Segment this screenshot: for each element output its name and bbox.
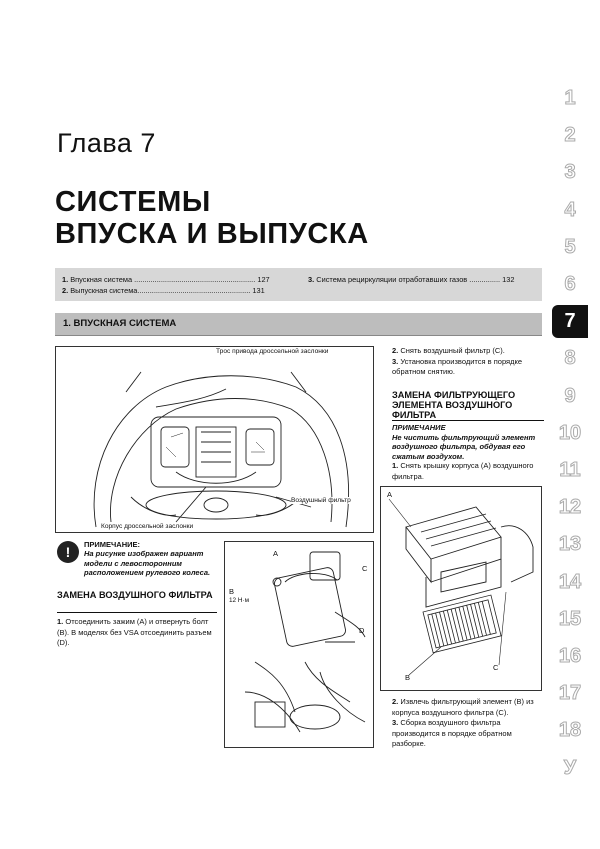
toc-item[interactable] bbox=[62, 286, 265, 295]
chapter-tab-15[interactable]: 15 bbox=[552, 603, 588, 636]
figure3-label-c: C bbox=[493, 663, 499, 672]
chapter-tab-6[interactable]: 6 bbox=[552, 268, 588, 301]
chapter-tab-1[interactable]: 1 bbox=[552, 82, 588, 115]
note-body: На рисунке изображен вариант модели с левосторонним расположением рулевого колеса. bbox=[84, 549, 211, 578]
toc-item-text: Выпускная система....................................................... 131 bbox=[70, 286, 265, 295]
figure2-label-c: C bbox=[362, 564, 368, 573]
step-number: 2. bbox=[392, 346, 399, 355]
step-number: 3. bbox=[392, 718, 399, 728]
chapter-title-line1: СИСТЕМЫ bbox=[55, 186, 211, 218]
table-of-contents bbox=[55, 268, 542, 301]
figure3-label-a: A bbox=[387, 490, 393, 499]
step-text: Сборка воздушного фильтра производится в порядке обратном разборке. bbox=[392, 718, 512, 749]
right-step-1 bbox=[392, 461, 544, 482]
chapter-tab-5[interactable]: 5 bbox=[552, 231, 588, 264]
note-body: Не чистить фильтрующий элемент воздушного фильтра, обдувая его сжатым воздухом. bbox=[392, 432, 536, 461]
chapter-tab-9[interactable]: 9 bbox=[552, 380, 588, 413]
chapter-tab-2[interactable]: 2 bbox=[552, 119, 588, 152]
right-note bbox=[392, 423, 544, 461]
step-number: 1. bbox=[392, 461, 399, 470]
note-title: ПРИМЕЧАНИЕ: bbox=[84, 540, 141, 549]
step-text: Извлечь фильтрующий элемент (В) из корпуса воздушного фильтра (С). bbox=[392, 697, 534, 717]
heading-divider bbox=[392, 420, 544, 421]
toc-item-text: Система рециркуляции отработавших газов ............... 132 bbox=[316, 275, 515, 284]
step-item bbox=[392, 718, 544, 750]
toc-item[interactable] bbox=[62, 275, 270, 284]
chapter-tab-18[interactable]: 18 bbox=[552, 714, 588, 747]
right-steps-bottom bbox=[392, 697, 544, 750]
step-text: Снять воздушный фильтр (С). bbox=[400, 346, 505, 355]
chapter-tab-14[interactable]: 14 bbox=[552, 566, 588, 599]
figure3-label-b: B bbox=[405, 673, 411, 682]
note-icon: ! bbox=[57, 541, 79, 563]
chapter-tab-11[interactable]: 11 bbox=[552, 454, 588, 487]
filter-element-illustration bbox=[381, 487, 542, 691]
note bbox=[84, 540, 224, 578]
figure2-torque-value: 12 Н·м bbox=[229, 597, 250, 604]
step-text: Отсоединить зажим (А) и отвернуть болт (В). В моделях без VSA отсоединить разъем (D). bbox=[57, 617, 212, 648]
engine-bay-illustration bbox=[56, 347, 374, 533]
chapter-title-line2: ВПУСКА И ВЫПУСКА bbox=[55, 218, 369, 250]
note-title: ПРИМЕЧАНИЕ bbox=[392, 423, 446, 432]
callout-throttle-cable: Трос привода дроссельной заслонки bbox=[216, 348, 329, 355]
chapter-tab-7[interactable]: 7 bbox=[552, 305, 588, 338]
chapter-tab-19[interactable]: У bbox=[552, 752, 588, 785]
left-step-1 bbox=[57, 617, 217, 649]
chapter-tab-16[interactable]: 16 bbox=[552, 640, 588, 673]
chapter-tab-10[interactable]: 10 bbox=[552, 417, 588, 450]
step-number: 1. bbox=[57, 617, 64, 626]
chapter-tab-13[interactable]: 13 bbox=[552, 528, 588, 561]
figure2-label-a: A bbox=[273, 549, 279, 558]
step-text: Установка производится в порядке обратном снятию. bbox=[392, 356, 523, 377]
callout-air-filter: Воздушный фильтр bbox=[291, 497, 351, 504]
step-text: Снять крышку корпуса (А) воздушного фильтра. bbox=[392, 461, 534, 481]
right-steps-2-3 bbox=[392, 346, 544, 378]
heading-divider bbox=[57, 612, 217, 613]
toc-item[interactable] bbox=[308, 275, 514, 284]
air-filter-replacement-heading: ЗАМЕНА ВОЗДУШНОГО ФИЛЬТРА bbox=[57, 590, 213, 600]
callout-throttle-body: Корпус дроссельной заслонки bbox=[101, 523, 194, 530]
engine-bay-figure bbox=[55, 346, 374, 533]
toc-item-number: 1. bbox=[62, 275, 69, 284]
chapter-tab-3[interactable]: 3 bbox=[552, 156, 588, 189]
step-item bbox=[392, 697, 544, 718]
figure2-label-d: D bbox=[359, 626, 365, 635]
step-number: 3. bbox=[392, 356, 399, 366]
figure2-label-b: B bbox=[229, 587, 235, 596]
chapter-tab-8[interactable]: 8 bbox=[552, 342, 588, 375]
air-filter-removal-figure bbox=[224, 541, 374, 748]
toc-item-number: 2. bbox=[62, 286, 69, 295]
step-item bbox=[392, 357, 544, 378]
chapter-tab-12[interactable]: 12 bbox=[552, 491, 588, 524]
filter-element-replacement-heading: ЗАМЕНА ФИЛЬТРУЮЩЕГО ЭЛЕМЕНТА ВОЗДУШНОГО ФИЛЬТРА bbox=[392, 390, 516, 420]
air-filter-removal-illustration bbox=[225, 542, 374, 748]
chapter-tab-17[interactable]: 17 bbox=[552, 677, 588, 710]
step-number: 2. bbox=[392, 697, 399, 706]
chapter-tab-4[interactable]: 4 bbox=[552, 194, 588, 227]
filter-element-figure bbox=[380, 486, 542, 691]
toc-item-text: Впускная система ........................................................... 127 bbox=[70, 275, 270, 284]
chapter-label: Глава 7 bbox=[57, 128, 156, 158]
section-title: 1. ВПУСКНАЯ СИСТЕМА bbox=[63, 318, 177, 329]
toc-item-number: 3. bbox=[308, 275, 315, 284]
step-item bbox=[392, 346, 544, 357]
section-title-bar bbox=[55, 313, 542, 336]
